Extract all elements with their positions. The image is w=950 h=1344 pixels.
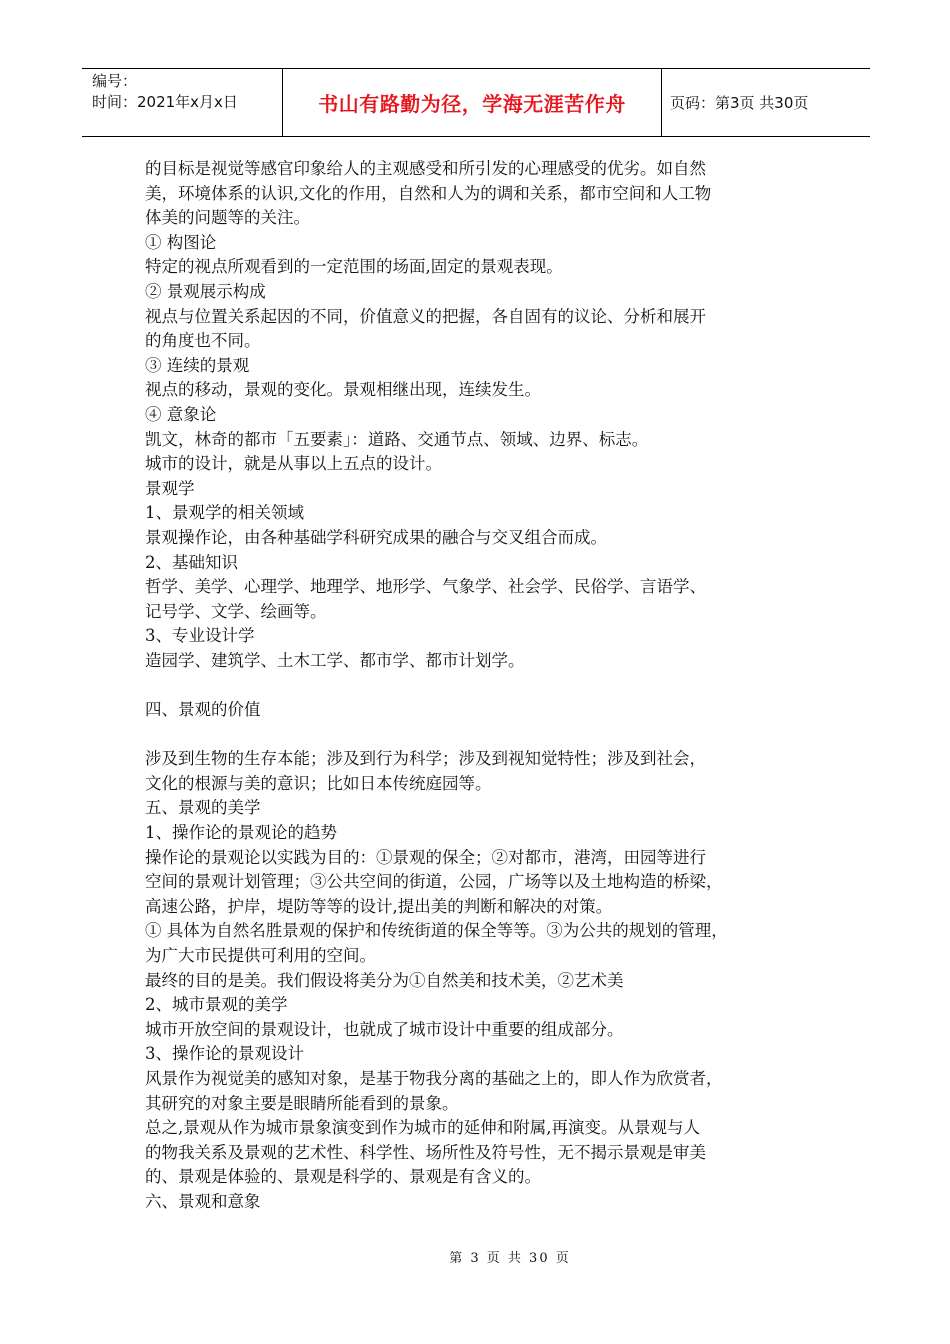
- text-line: 的目标是视觉等感官印象给人的主观感受和所引发的心理感受的优劣。如自然: [145, 159, 706, 178]
- text-line: 五、景观的美学: [145, 798, 261, 818]
- text-line: 的物我关系及景观的艺术性、科学性、场所性及符号性，无不揭示景观是审美: [145, 1142, 706, 1162]
- text-line: ① 构图论: [145, 232, 217, 252]
- text-line: ① 具体为自然名胜景观的保护和传统街道的保全等等。③为公共的规划的管理，: [145, 921, 728, 941]
- text-line: 其研究的对象主要是眼睛所能看到的景象。: [145, 1093, 459, 1113]
- text-line: 2、城市景观的美学: [145, 995, 288, 1015]
- number-label: 编号：: [92, 72, 138, 90]
- text-line: 城市的设计，就是从事以上五点的设计。: [145, 454, 442, 474]
- text-line: 六、景观和意象: [145, 1191, 261, 1211]
- text-line: 景观操作论，由各种基础学科研究成果的融合与交叉组合而成。: [145, 527, 607, 547]
- text-line: 美，环境体系的认识,文化的作用，自然和人为的调和关系，都市空间和人工物: [145, 183, 712, 203]
- text-line: 风景作为视觉美的感知对象，是基于物我分离的基础之上的，即人作为欣赏者，: [145, 1068, 723, 1088]
- text-line: 造园学、建筑学、土木工学、都市学、都市计划学。: [145, 650, 525, 670]
- blank-line: [145, 673, 815, 698]
- text-line: 特定的视点所观看到的一定范围的场面,固定的景观表现。: [145, 257, 563, 277]
- text-line: 城市开放空间的景观设计，也就成了城市设计中重要的组成部分。: [145, 1019, 624, 1039]
- text-line: 景观学: [145, 478, 195, 498]
- text-line: 3、操作论的景观设计: [145, 1044, 304, 1064]
- blank-line: [145, 723, 815, 748]
- text-line: 总之,景观从作为城市景象演变到作为城市的延伸和附属,再演变。从景观与人: [145, 1118, 700, 1138]
- text-line: 哲学、美学、心理学、地理学、地形学、气象学、社会学、民俗学、言语学、: [145, 577, 706, 597]
- page-footer: 第 3 页 共 30 页: [449, 1251, 571, 1266]
- text-line: ④ 意象论: [145, 404, 217, 424]
- document-body: [145, 157, 815, 1215]
- text-line: 3、专业设计学: [145, 626, 255, 646]
- header-meta: [82, 69, 282, 136]
- date-label: 时间：2021年x月x日: [92, 93, 238, 111]
- text-line: 四、景观的价值: [145, 700, 261, 720]
- text-line: 高速公路，护岸，堤防等等的设计,提出美的判断和解决的对策。: [145, 896, 613, 916]
- header-page-info: 页码：第3页 共30页: [670, 94, 809, 112]
- text-line: 1、景观学的相关领域: [145, 503, 304, 523]
- text-line: 的、景观是体验的、景观是科学的、景观是有含义的。: [145, 1167, 541, 1187]
- text-line: 为广大市民提供可利用的空间。: [145, 946, 376, 965]
- text-line: 凯文，林奇的都市「五要素」：道路、交通节点、领域、边界、标志。: [145, 429, 649, 449]
- text-line: 空间的景观计划管理；③公共空间的街道，公园，广场等以及土地构造的桥梁，: [145, 872, 723, 892]
- text-line: 涉及到生物的生存本能；涉及到行为科学；涉及到视知觉特性；涉及到社会，: [145, 749, 706, 769]
- text-line: 操作论的景观论以实践为目的：①景观的保全；②对都市，港湾，田园等进行: [145, 847, 706, 867]
- text-line: ③ 连续的景观: [145, 355, 250, 375]
- page-header: [82, 68, 870, 137]
- text-line: 1、操作论的景观论的趋势: [145, 823, 337, 843]
- text-line: ② 景观展示构成: [145, 281, 266, 301]
- text-line: 记号学、文学、绘画等。: [145, 601, 327, 621]
- text-line: 的角度也不同。: [145, 331, 261, 351]
- text-line: 2、基础知识: [145, 552, 238, 572]
- text-line: 文化的根源与美的意识；比如日本传统庭园等。: [145, 773, 492, 793]
- text-line: 视点的移动，景观的变化。景观相继出现，连续发生。: [145, 380, 541, 400]
- text-line: 最终的目的是美。我们假设将美分为①自然美和技术美，②艺术美: [145, 970, 624, 990]
- text-line: 视点与位置关系起因的不同，价值意义的把握，各自固有的议论、分析和展开: [145, 306, 706, 326]
- header-motto: 书山有路勤为径，学海无涯苦作舟: [282, 69, 662, 136]
- text-line: 体美的问题等的关注。: [145, 208, 310, 228]
